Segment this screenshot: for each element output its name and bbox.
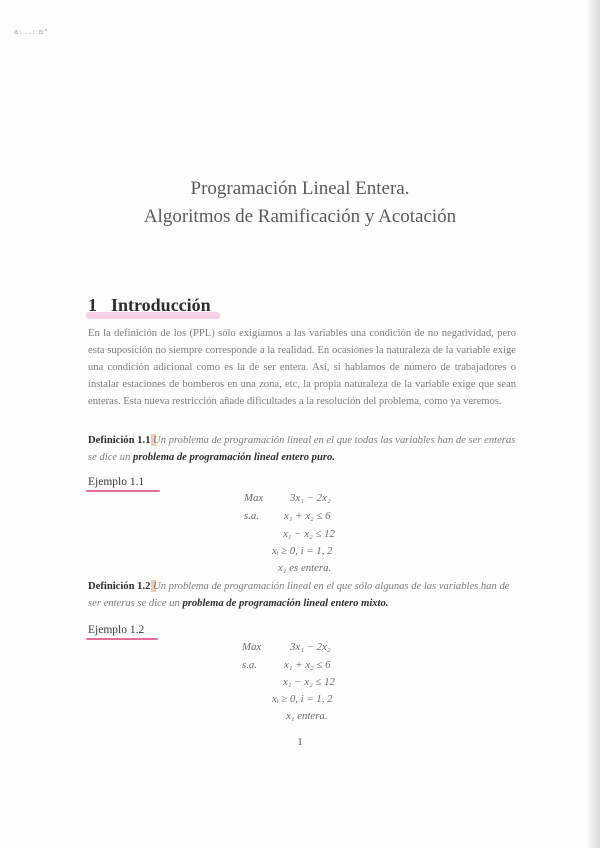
math-lhs: s.a.: [244, 510, 259, 522]
page-edge-shadow: [586, 0, 600, 848]
math-rhs: x₁ − x₂ ≤ 12: [283, 676, 335, 688]
scan-mark: a: ..: n°: [14, 28, 49, 36]
section-title: Introducción: [111, 295, 211, 315]
math-rhs: xᵢ ≥ 0, i = 1, 2: [272, 545, 333, 557]
math-rhs: x₁ es entera.: [278, 562, 332, 574]
math-lhs: Max: [242, 641, 262, 653]
definition-1: [88, 432, 516, 466]
math-rhs: 3x₁ − 2x₂: [290, 641, 331, 653]
math-rhs: x₁ − x₂ ≤ 12: [283, 528, 335, 540]
pen-underline: [86, 638, 158, 640]
intro-paragraph: En la definición de los (PPL) sólo exigíamos a las variables una condición de no negatividad, pero esta suposición no siempre corresponde a la realidad. En ocasiones la naturaleza de la variable exige una condición adicional como es la de ser entera. Así, si hablamos de número de trabajadores o instalar estaciones de bomberos en una zona, etc, la propia naturaleza de la variable exige que sean enteras. Esta nueva restricción añade dificultades a la resolución del problema, como ya veremos.: [88, 328, 516, 407]
math-rhs: x₁ entera.: [286, 710, 328, 722]
page-number: 1: [297, 736, 303, 748]
section-number: 1: [88, 295, 97, 315]
definition-label: Definición 1.2: [88, 581, 151, 592]
example-label: Ejemplo 1.1: [88, 476, 145, 488]
title-line-2: Algoritmos de Ramificación y Acotación: [143, 206, 457, 227]
section-heading: [88, 295, 211, 316]
pen-underline: [86, 490, 160, 492]
definition-text: Un problema de programación lineal en el que sólo algunas de las variables han de ser enteras se dice un: [88, 581, 510, 609]
title-line-1: Programación Lineal Entera.: [190, 178, 410, 199]
example-label: Ejemplo 1.2: [88, 624, 145, 636]
math-rhs: 3x₁ − 2x₂: [290, 492, 331, 504]
definition-label: Definición 1.1: [88, 435, 151, 446]
math-rhs: x₁ + x₂ ≤ 6: [284, 510, 331, 522]
definition-term: problema de programación lineal entero mixto.: [182, 598, 389, 609]
definition-text: Un problema de programación lineal en el que todas las variables han de ser enteras se dice un: [88, 435, 516, 463]
math-lhs: s.a.: [242, 659, 257, 671]
definition-2: [88, 578, 516, 612]
definition-term: problema de programación lineal entero puro.: [133, 452, 335, 463]
document-title: [0, 175, 600, 231]
math-lhs: Max: [244, 492, 264, 504]
math-rhs: xᵢ ≥ 0, i = 1, 2: [272, 693, 333, 705]
math-rhs: x₁ + x₂ ≤ 6: [284, 659, 331, 671]
